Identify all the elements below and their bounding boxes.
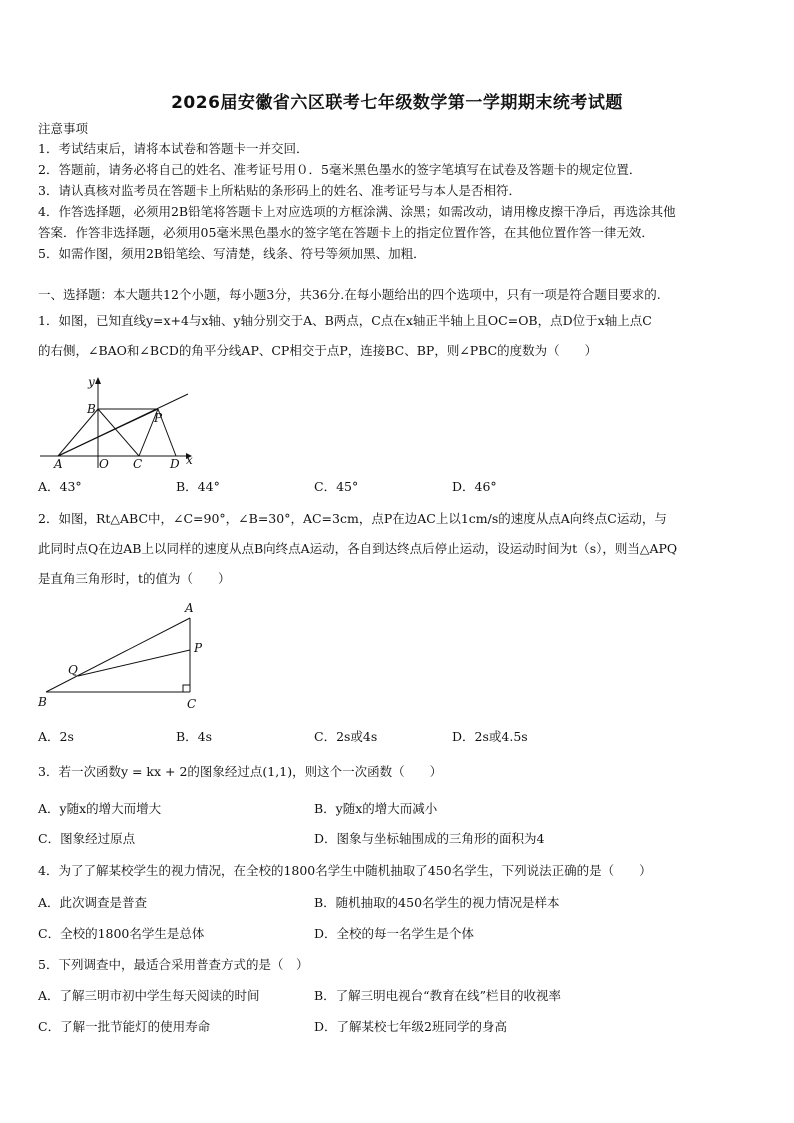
q5-stem: 5．下列调查中，最适合采用普查方式的是（ ） [38, 957, 309, 972]
page-title: 2026届安徽省六区联考七年级数学第一学期期末统考试题 [171, 93, 623, 113]
fig2-label-q: Q [68, 663, 78, 677]
q3-option-d[interactable]: D．图象与坐标轴围成的三角形的面积为4 [314, 831, 545, 846]
q4-option-d[interactable]: D．全校的每一名学生是个体 [314, 926, 475, 941]
q2-option-a[interactable]: A．2s [38, 729, 74, 744]
section-heading: 一、选择题：本大题共12个小题，每小题3分，共36分.在每小题给出的四个选项中，只有一项是符合题目要求的. [38, 287, 661, 302]
fig1-label-d: D [170, 457, 180, 471]
q2-stem-line3: 是直角三角形时，t的值为（ ） [38, 571, 231, 586]
q1-stem-line1: 1．如图，已知直线y=x+4与x轴、y轴分别交于A、B两点，C点在x轴正半轴上且OC=OB，点D位于x轴上点C [38, 313, 652, 328]
q1-option-d[interactable]: D．46° [452, 479, 497, 494]
q2-option-c[interactable]: C．2s或4s [314, 729, 378, 744]
notice-heading: 注意事项 [38, 121, 89, 136]
fig1-label-c: C [133, 457, 143, 471]
q3-option-a[interactable]: A．y随x的增大而增大 [38, 801, 162, 816]
notice-item: 2．答题前，请务必将自己的姓名、准考证号用０．5毫米黑色墨水的签字笔填写在试卷及答题卡的规定位置． [38, 162, 642, 177]
fig2-label-b: B [38, 695, 47, 709]
fig1-label-y: y [88, 375, 95, 389]
notice-item: 答案．作答非选择题，必须用05毫米黑色墨水的签字笔在答题卡上的指定位置作答，在其他位置作答一律无效． [38, 225, 654, 240]
q5-option-b[interactable]: B．了解三明电视台“教育在线”栏目的收视率 [314, 988, 561, 1003]
fig1-label-a: A [54, 457, 63, 471]
fig2-label-c: C [187, 697, 197, 711]
q2-figure [34, 600, 214, 716]
q1-option-c[interactable]: C．45° [314, 479, 359, 494]
fig1-label-x: x [186, 453, 193, 467]
fig1-label-b: B [87, 402, 96, 416]
fig2-label-a: A [185, 601, 194, 615]
q3-stem: 3．若一次函数y = kx + 2的图象经过点(1,1)，则这个一次函数（ ） [38, 764, 443, 779]
q2-option-b[interactable]: B．4s [176, 729, 213, 744]
fig2-label-p: P [194, 641, 203, 655]
q5-option-d[interactable]: D．了解某校七年级2班同学的身高 [314, 1019, 507, 1034]
notice-item: 4．作答选择题，必须用2B铅笔将答题卡上对应选项的方框涂满、涂黑；如需改动，请用橡皮擦干净后，再选涂其他 [38, 204, 676, 219]
q4-option-a[interactable]: A．此次调查是普查 [38, 895, 148, 910]
q4-option-b[interactable]: B．随机抽取的450名学生的视力情况是样本 [314, 895, 560, 910]
q4-option-c[interactable]: C．全校的1800名学生是总体 [38, 926, 205, 941]
fig1-label-p: P [154, 411, 163, 425]
notice-item: 5．如需作图，须用2B铅笔绘、写清楚，线条、符号等须加黑、加粗． [38, 246, 426, 261]
q5-option-c[interactable]: C．了解一批节能灯的使用寿命 [38, 1019, 211, 1034]
q1-stem-line2: 的右侧，∠BAO和∠BCD的角平分线AP、CP相交于点P，连接BC、BP，则∠PBC的度数为（ ） [38, 343, 598, 358]
q1-figure [36, 372, 196, 472]
q2-option-d[interactable]: D．2s或4.5s [452, 729, 528, 744]
notice-item: 3．请认真核对监考员在答题卡上所粘贴的条形码上的姓名、准考证号与本人是否相符． [38, 183, 521, 198]
q5-option-a[interactable]: A．了解三明市初中学生每天阅读的时间 [38, 988, 260, 1003]
q1-option-a[interactable]: A．43° [38, 479, 82, 494]
notice-item: 1．考试结束后，请将本试卷和答题卡一并交回． [38, 141, 309, 156]
q1-option-b[interactable]: B．44° [176, 479, 220, 494]
q4-stem: 4．为了了解某校学生的视力情况，在全校的1800名学生中随机抽取了450名学生，下列说法正确的是（ ） [38, 863, 652, 878]
q2-stem-line1: 2．如图，Rt△ABC中，∠C=90°，∠B=30°，AC=3cm，点P在边AC上以1cm/s的速度从点A向终点C运动，与 [38, 511, 667, 526]
q2-stem-line2: 此同时点Q在边AB上以同样的速度从点B向终点A运动，各自到达终点后停止运动，设运动时间为t（s），则当△APQ [38, 541, 678, 556]
q3-option-c[interactable]: C．图象经过原点 [38, 831, 136, 846]
q3-option-b[interactable]: B．y随x的增大而减小 [314, 801, 438, 816]
fig1-label-o: O [99, 457, 109, 471]
